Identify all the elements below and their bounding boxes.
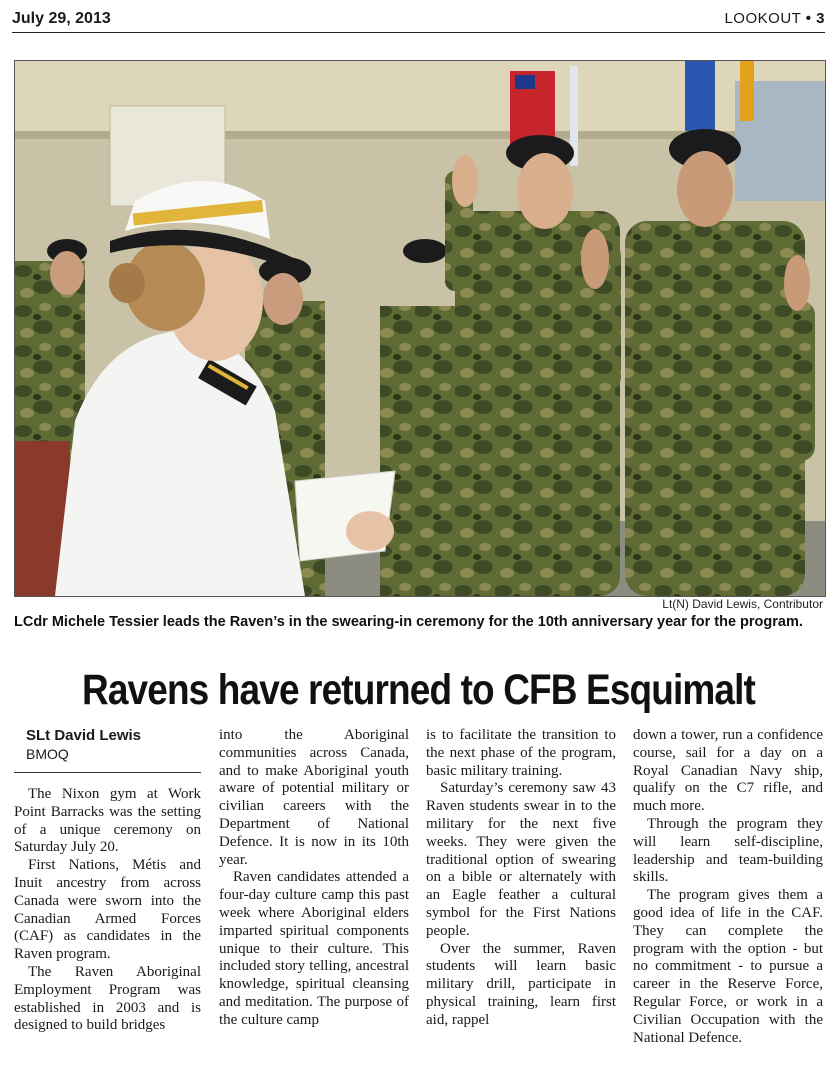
page-number: 3	[816, 10, 825, 27]
paragraph: into the Aboriginal communities across Canada, and to make Aboriginal youth aware of potential military or civilian careers with the Department of National Defence. It is now in its 10th year.	[219, 727, 409, 868]
byline-divider	[14, 772, 201, 773]
paragraph: Saturday’s ceremony saw 43 Raven students swear in to the military for the next five weeks. They were given the traditional option of swearing on a bible or alternately with an Eagle feather a cultural symbol for the First Nations people.	[426, 780, 616, 939]
photo-illustration	[15, 61, 825, 596]
paragraph: First Nations, Métis and Inuit ancestry from across Canada were sworn into the Canadian Armed Forces (CAF) as candidates in the Raven program.	[14, 857, 201, 963]
page-header	[12, 8, 825, 33]
publication-and-page	[724, 10, 825, 27]
paragraph: Through the program they will learn self-discipline, leadership and team-building skills.	[633, 815, 823, 886]
ceremony-photo	[14, 60, 826, 597]
photo-credit: Lt(N) David Lewis, Contributor	[662, 597, 823, 611]
paragraph: is to facilitate the transition to the next phase of the program, basic military training.	[426, 727, 616, 779]
article-headline: Ravens have returned to CFB Esquimalt	[81, 666, 756, 714]
paragraph: The program gives them a good idea of life in the CAF. They can complete the program with the option - but no commitment - to pursue a career in the Reserve Force, Regular Force, or work in a Civilian Occupation with the National Defence.	[633, 887, 823, 1046]
paragraph: The Raven Aboriginal Employment Program was established in 2003 and is designed to build bridges	[14, 963, 201, 1034]
article-column-4	[633, 727, 823, 1047]
paragraph: Over the summer, Raven students will learn basic military drill, participate in physical training, learn first aid, rappel	[426, 940, 616, 1028]
byline-author: SLt David Lewis	[26, 727, 142, 744]
publication-name: LOOKOUT	[724, 10, 802, 27]
byline	[26, 726, 201, 763]
paragraph: down a tower, run a confidence course, sail for a day on a Royal Canadian Navy ship, qualify on the C7 rifle, and much more.	[633, 727, 823, 815]
photo-caption: LCdr Michele Tessier leads the Raven’s in the swearing-in ceremony for the 10th anniversary year for the program.	[14, 614, 803, 630]
article-column-2	[219, 727, 409, 1030]
paragraph: The Nixon gym at Work Point Barracks was the setting of a unique ceremony on Saturday July 20.	[14, 786, 201, 856]
byline-organization: BMOQ	[26, 746, 69, 762]
issue-date: July 29, 2013	[12, 10, 111, 27]
article-column-3	[426, 727, 616, 1030]
paragraph: Raven candidates attended a four-day culture camp this past week where Aboriginal elders imparted spiritual components unique to their culture. This included story telling, ancestral knowledge, spiritual cleansing and meditation. The purpose of the culture camp	[219, 869, 409, 1028]
separator: •	[805, 10, 812, 27]
article-column-1	[14, 786, 201, 1035]
